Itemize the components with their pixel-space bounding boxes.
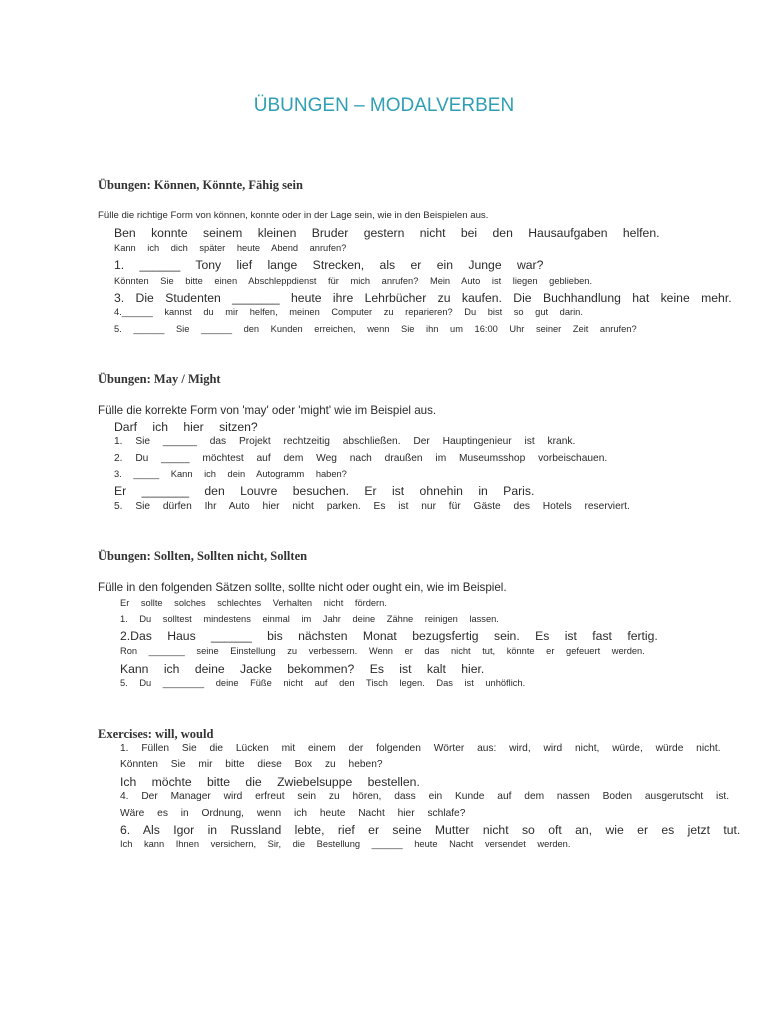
- section-heading-sollten: Übungen: Sollten, Sollten nicht, Sollten: [98, 549, 308, 563]
- example-sentence: Er sollte solches schlechtes Verhalten nicht fördern.: [120, 598, 387, 608]
- exercise-item: Kann ich deine Jacke bekommen? Es ist kalt hier.: [120, 662, 485, 676]
- example-sentence: Ben konnte seinem kleinen Bruder gestern nicht bei den Hausaufgaben helfen.: [114, 226, 660, 240]
- exercise-item: 5. ______ Sie ______ den Kunden erreichen, wenn Sie ihn um 16:00 Uhr seiner Zeit anrufen?: [114, 324, 637, 334]
- section-instruction: Fülle die richtige Form von können, konnte oder in der Lage sein, wie in den Beispielen aus.: [98, 210, 489, 221]
- exercise-item: Könnten Sie mir bitte diese Box zu heben?: [120, 759, 383, 770]
- example-sentence: Kann ich dich später heute Abend anrufen?: [114, 243, 347, 253]
- exercise-item: 2. Du _____ möchtest auf dem Weg nach draußen im Museumsshop vorbeischauen.: [114, 453, 608, 464]
- exercise-item: 3. Die Studenten _______ heute ihre Lehrbücher zu kaufen. Die Buchhandlung hat keine mehr.: [114, 291, 732, 305]
- section-heading-may-might: Übungen: May / Might: [98, 372, 221, 386]
- exercise-item: 1. Füllen Sie die Lücken mit einem der folgenden Wörter aus: wird, wird nicht, würde, würde nicht.: [120, 743, 721, 754]
- section-heading-koennen: Übungen: Können, Könnte, Fähig sein: [98, 178, 303, 192]
- exercise-item: 6. Als Igor in Russland lebte, rief er seine Mutter nicht so oft an, wie er es jetzt tut.: [120, 823, 741, 837]
- exercise-item: 3. _____ Kann ich dein Autogramm haben?: [114, 469, 347, 479]
- section-instruction: Fülle die korrekte Form von 'may' oder 'might' wie im Beispiel aus.: [98, 404, 437, 417]
- example-sentence: Darf ich hier sitzen?: [114, 420, 258, 434]
- page-title: ÜBUNGEN – MODALVERBEN: [253, 95, 515, 116]
- section-heading-will-would: Exercises: will, would: [98, 727, 214, 741]
- exercise-item: 5. Sie dürfen Ihr Auto hier nicht parken. Es ist nur für Gäste des Hotels reserviert.: [114, 501, 630, 512]
- exercise-item: 5. Du ________ deine Füße nicht auf den Tisch legen. Das ist unhöflich.: [120, 678, 526, 688]
- exercise-item: 1. Sie ______ das Projekt rechtzeitig abschließen. Der Hauptingenieur ist krank.: [114, 436, 576, 447]
- exercise-item: 1. Du solltest mindestens einmal im Jahr deine Zähne reinigen lassen.: [120, 614, 499, 624]
- exercise-item: Er _______ den Louvre besuchen. Er ist ohnehin in Paris.: [114, 484, 535, 498]
- exercise-item: Ich kann Ihnen versichern, Sir, die Bestellung ______ heute Nacht versendet werden.: [120, 839, 571, 849]
- exercise-item: Könnten Sie bitte einen Abschleppdienst für mich anrufen? Mein Auto ist liegen geblieben.: [114, 276, 593, 286]
- exercise-item: Ron _______ seine Einstellung zu verbessern. Wenn er das nicht tut, könnte er gefeuert werden.: [120, 646, 645, 656]
- exercise-item: 4. Der Manager wird erfreut sein zu hören, dass ein Kunde auf dem nassen Boden ausgerutscht ist.: [120, 791, 730, 802]
- exercise-item: 1. ______ Tony lief lange Strecken, als er ein Junge war?: [114, 258, 544, 272]
- exercise-item: Wäre es in Ordnung, wenn ich heute Nacht hier schlafe?: [120, 808, 466, 819]
- exercise-item: Ich möchte bitte die Zwiebelsuppe bestellen.: [120, 775, 420, 789]
- exercise-item: 2.Das Haus ______ bis nächsten Monat bezugsfertig sein. Es ist fast fertig.: [120, 629, 658, 643]
- section-instruction: Fülle in den folgenden Sätzen sollte, sollte nicht oder ought ein, wie im Beispiel.: [98, 581, 507, 594]
- exercise-item: 4.______ kannst du mir helfen, meinen Computer zu reparieren? Du bist so gut darin.: [114, 307, 583, 317]
